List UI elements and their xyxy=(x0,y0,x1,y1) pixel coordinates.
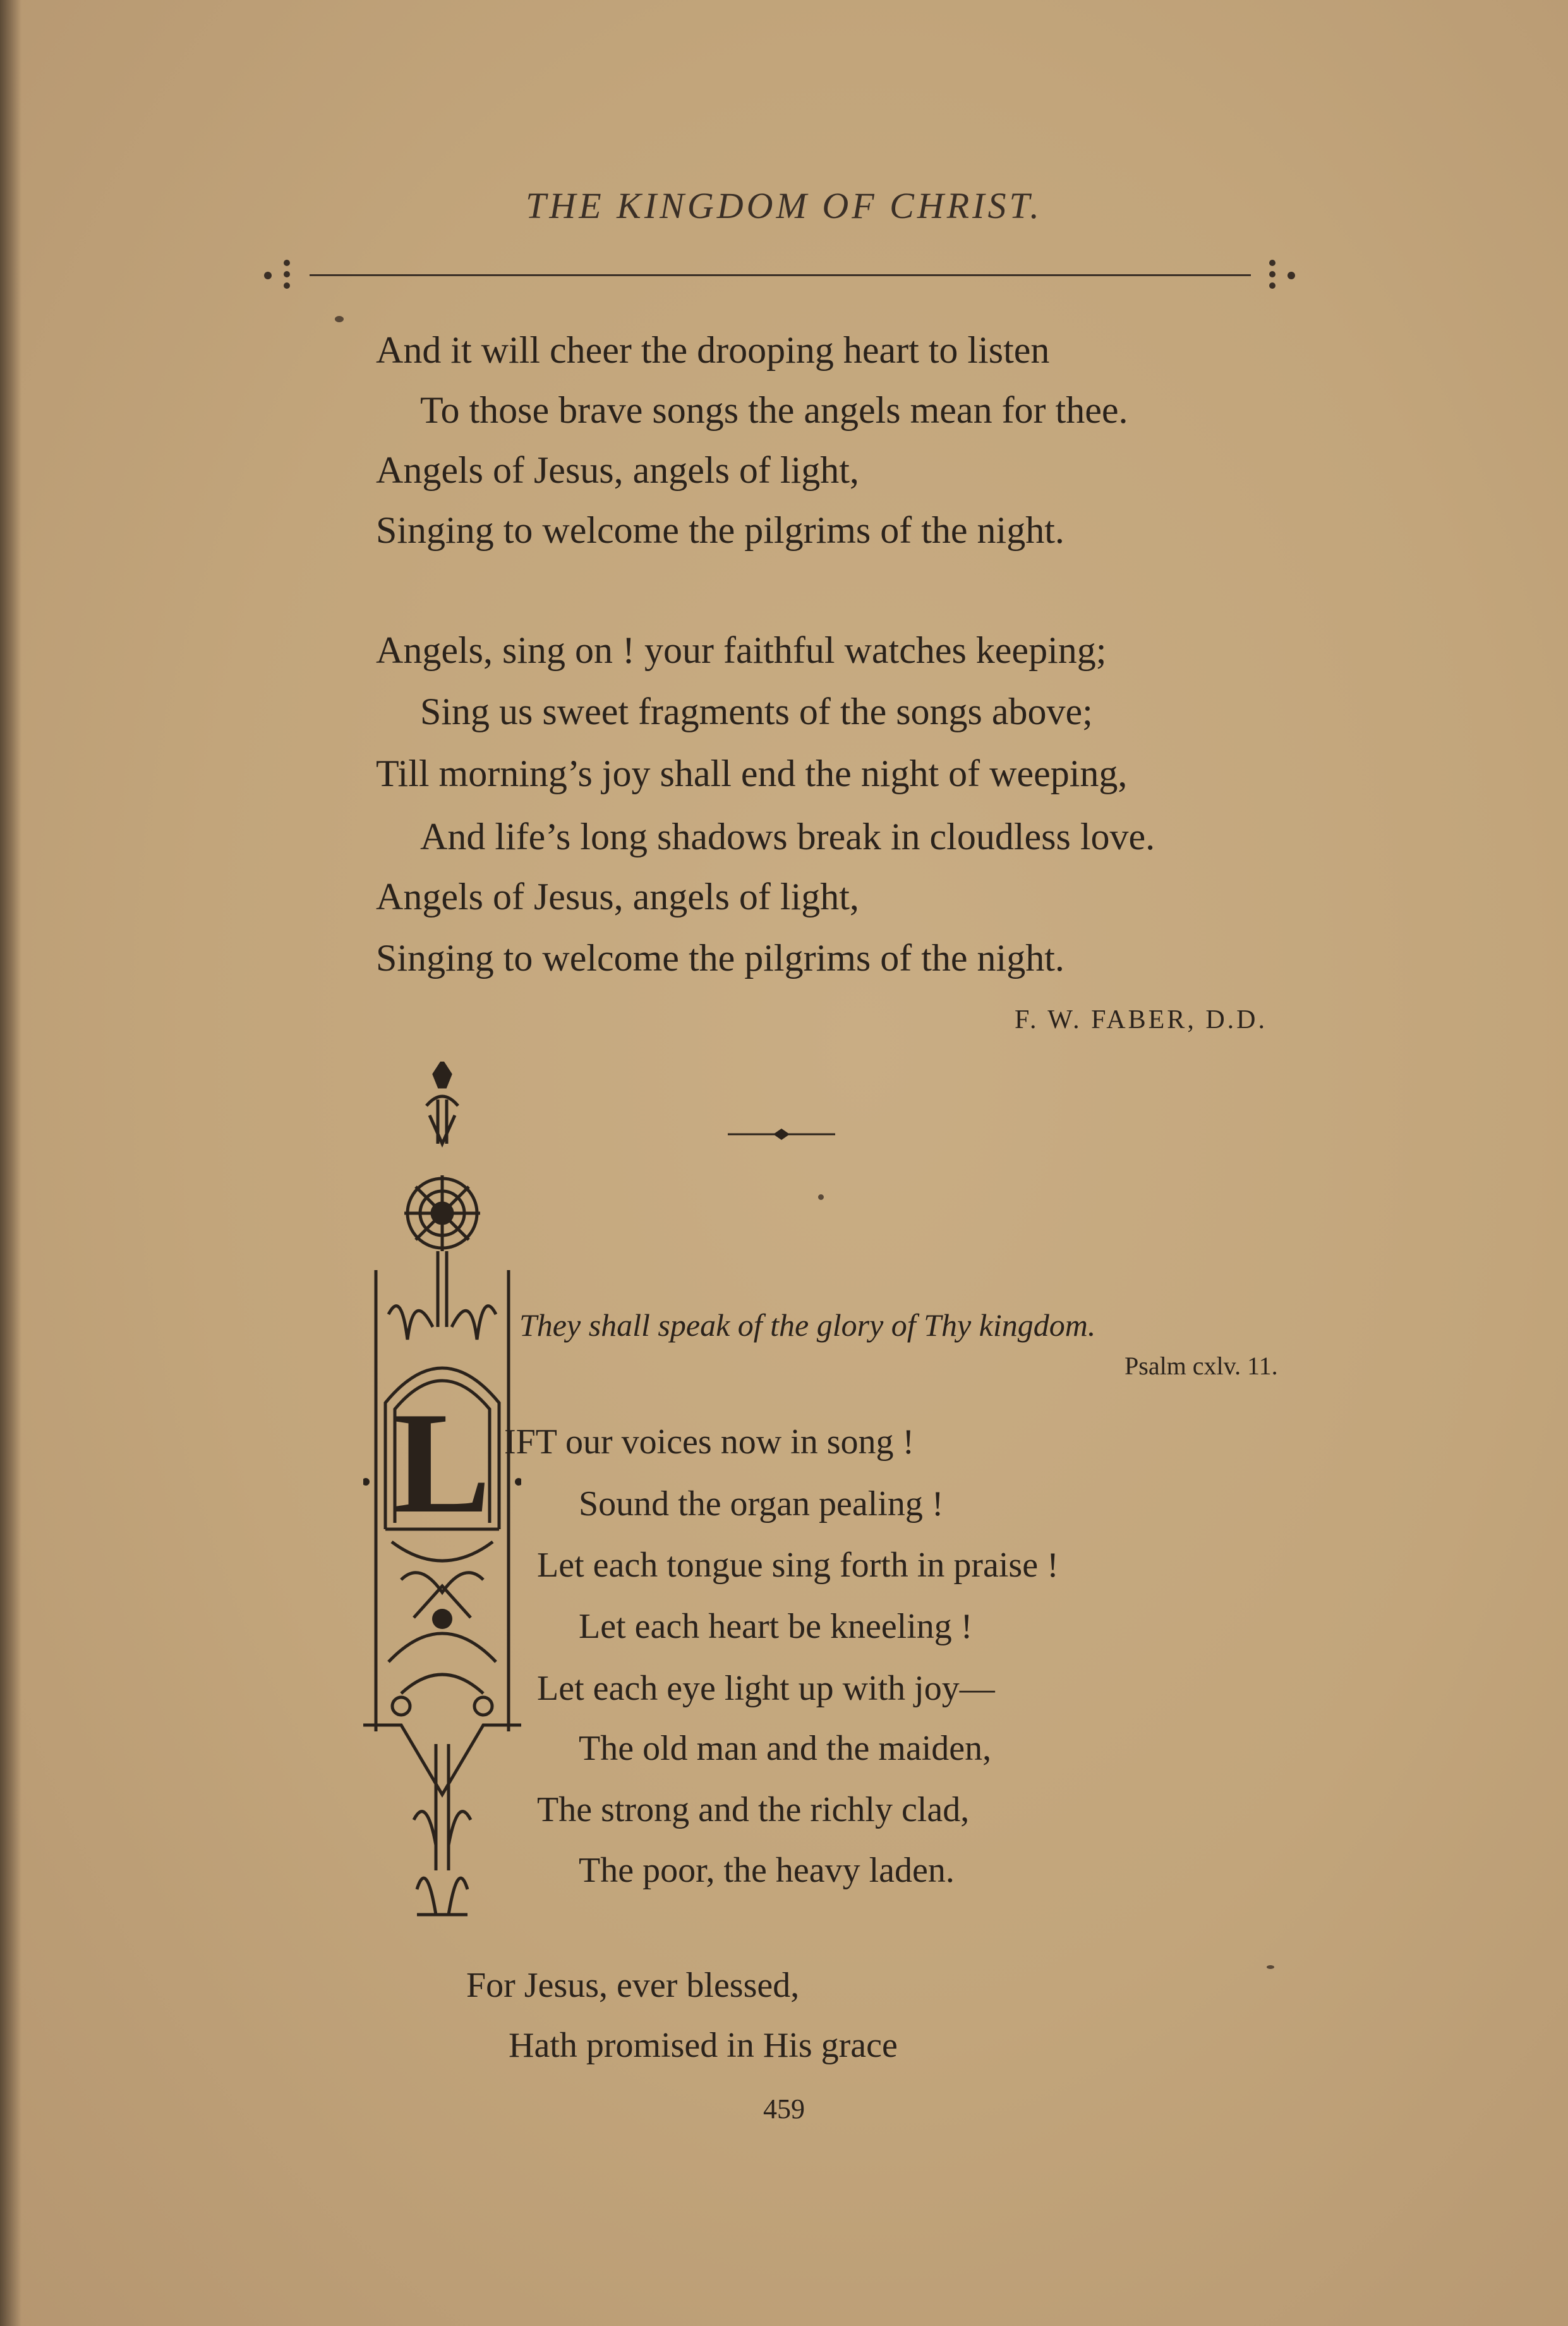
hymn-line: The old man and the maiden, xyxy=(579,1729,992,1768)
verse-line: To those brave songs the angels mean for thee. xyxy=(420,389,1128,431)
hymn-line: Let each eye light up with joy— xyxy=(537,1669,995,1708)
verse-line: Singing to welcome the pilgrims of the night. xyxy=(376,509,1064,551)
hymn-line: The poor, the heavy laden. xyxy=(579,1851,955,1890)
print-speck xyxy=(818,1194,824,1200)
verse-line: Angels of Jesus, angels of light, xyxy=(376,876,859,918)
verse-line: Singing to welcome the pilgrims of the night. xyxy=(376,937,1064,979)
author-attribution: F. W. FABER, D.D. xyxy=(1015,1005,1267,1034)
section-divider-ornament xyxy=(728,1125,835,1144)
hymn-line: The strong and the richly clad, xyxy=(537,1790,970,1829)
hymn-line: Let each heart be kneeling ! xyxy=(579,1607,973,1646)
print-speck xyxy=(335,316,344,322)
verse-line: And it will cheer the drooping heart to listen xyxy=(376,329,1050,371)
verse-line: Angels, sing on ! your faithful watches keeping; xyxy=(376,629,1107,671)
epigraph: They shall speak of the glory of Thy kingdom. xyxy=(519,1307,1096,1343)
header-rule xyxy=(310,274,1251,276)
page-number: 459 xyxy=(763,2093,805,2124)
running-head: THE KINGDOM OF CHRIST. xyxy=(526,185,1042,226)
rule-ornament-right xyxy=(1262,255,1306,293)
hymn-line: Hath promised in His grace xyxy=(509,2026,898,2065)
rule-ornament-left xyxy=(259,255,303,293)
ornamental-initial-banner xyxy=(363,1062,521,1934)
epigraph-reference: Psalm cxlv. 11. xyxy=(1125,1352,1278,1380)
drop-cap-letter: L xyxy=(394,1382,491,1543)
book-spine-shadow xyxy=(0,0,21,2326)
hymn-line: Let each tongue sing forth in praise ! xyxy=(537,1546,1059,1585)
print-speck xyxy=(1267,1965,1274,1969)
verse-line: And life’s long shadows break in cloudless love. xyxy=(420,816,1155,857)
verse-line: Sing us sweet fragments of the songs above; xyxy=(420,691,1093,732)
verse-line: Till morning’s joy shall end the night of weeping, xyxy=(376,753,1128,794)
hymn-line: Sound the organ pealing ! xyxy=(579,1484,944,1523)
verse-line: Angels of Jesus, angels of light, xyxy=(376,449,859,491)
hymn-line: For Jesus, ever blessed, xyxy=(466,1966,800,2005)
hymn-line: IFT our voices now in song ! xyxy=(504,1422,915,1462)
